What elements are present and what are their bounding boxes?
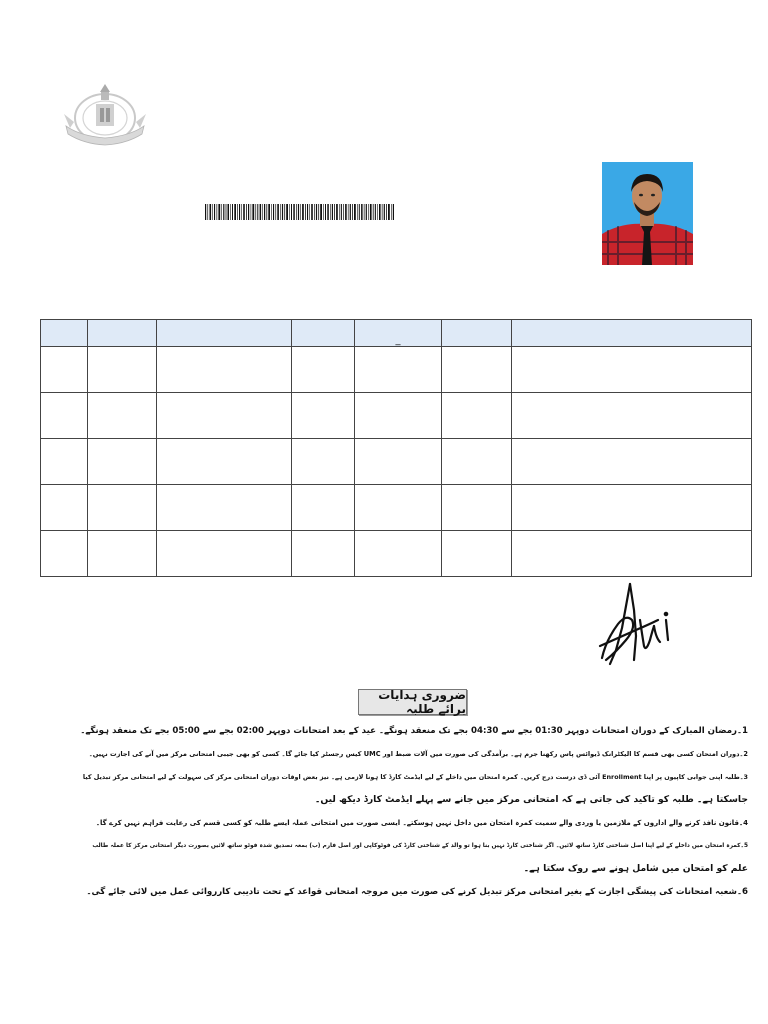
table-header-cell: [442, 320, 512, 347]
table-header-row: [41, 320, 752, 347]
instruction-line-5-continued: علم کو امتحان میں شامل ہونے سے روک سکتا ہے۔: [523, 863, 748, 874]
instruction-line-4: 4۔قانون نافذ کرنے والے اداروں کے ملازمین یا وردی والے سمیت کمرہ امتحان میں داخل نہیں ہوسکتے۔ ایسی صورت میں امتحانی عملہ ایسے طلبہ کو کسی قسم کی رعایت فراہم نہیں کرے گا۔: [95, 819, 748, 827]
table-row: [41, 531, 752, 577]
instruction-line-1: 1۔رمضان المبارک کے دوران امتحانات دوپہر 01:30 بجے سے 04:30 بجے تک منعقد ہونگے۔ عید کے بعد امتحانات دوپہر 02:00 بجے سے 05:00 بجے تک منعقد ہونگے۔: [80, 726, 748, 736]
table-row: [41, 393, 752, 439]
instructions-heading: ضروری ہدایات برائے طلبہ: [358, 689, 467, 715]
header-dash: _: [395, 335, 401, 346]
student-photo: [602, 162, 693, 265]
table-header-cell: [88, 320, 157, 347]
university-logo: [62, 84, 148, 148]
instruction-line-5: 5۔کمرہ امتحان میں داخلے کے لیے اپنا اصل شناختی کارڈ ساتھ لائیں۔ اگر شناختی کارڈ نہیں بنا ہوا تو والد کے شناختی کارڈ کی فوٹوکاپی اور اصل فارم (ب) بمعہ تصدیق شدہ فوٹو ساتھ لائیں بصورت دیگر امتحانی مرکز کا عملہ طالب: [92, 843, 748, 849]
table-row: [41, 485, 752, 531]
table-row: [41, 347, 752, 393]
instruction-line-2: 2۔دوران امتحان کسی بھی قسم کا الیکٹرانک ڈیوائس پاس رکھنا جرم ہے۔ برآمدگی کی صورت میں آلات ضبط اور UMC کیس رجسٹر کیا جائے گا۔ کسی کو بھی جیبی امتحانی مرکز میں آنے کی اجازت نہیں۔: [88, 750, 748, 758]
table-header-cell: [157, 320, 292, 347]
exam-schedule-table: [40, 319, 752, 577]
table-row: [41, 439, 752, 485]
table-header-cell: [292, 320, 355, 347]
controller-signature: [596, 580, 676, 672]
instruction-line-6: 6۔شعبہ امتحانات کی پیشگی اجازت کے بغیر امتحانی مرکز تبدیل کرنے کی صورت میں مروجہ امتحانی قواعد کے تحت تادیبی کارروائی عمل میں لائی جائے گی۔: [86, 887, 748, 897]
table-header-cell: [41, 320, 88, 347]
table-header-cell: [512, 320, 752, 347]
barcode: [205, 204, 395, 220]
instruction-line-3: 3۔طلبہ اپنی جوابی کاپیوں پر اپنا Enrollment آئی ڈی درست درج کریں۔ کمرہ امتحان میں داخلے کے لیے ایڈمٹ کارڈ کا ہونا لازمی ہے۔ نیز بعض اوقات دوران امتحانی مرکز کی سہولت کے لیے امتحانی مرکز تبدیل کیا: [82, 773, 748, 781]
instruction-line-3-continued: جاسکتا ہے۔ طلبہ کو تاکید کی جاتی ہے کہ امتحانی مرکز میں جانے سے پہلے ایڈمٹ کارڈ دیکھ لیں۔: [314, 794, 748, 805]
table-header-cell: [355, 320, 442, 347]
